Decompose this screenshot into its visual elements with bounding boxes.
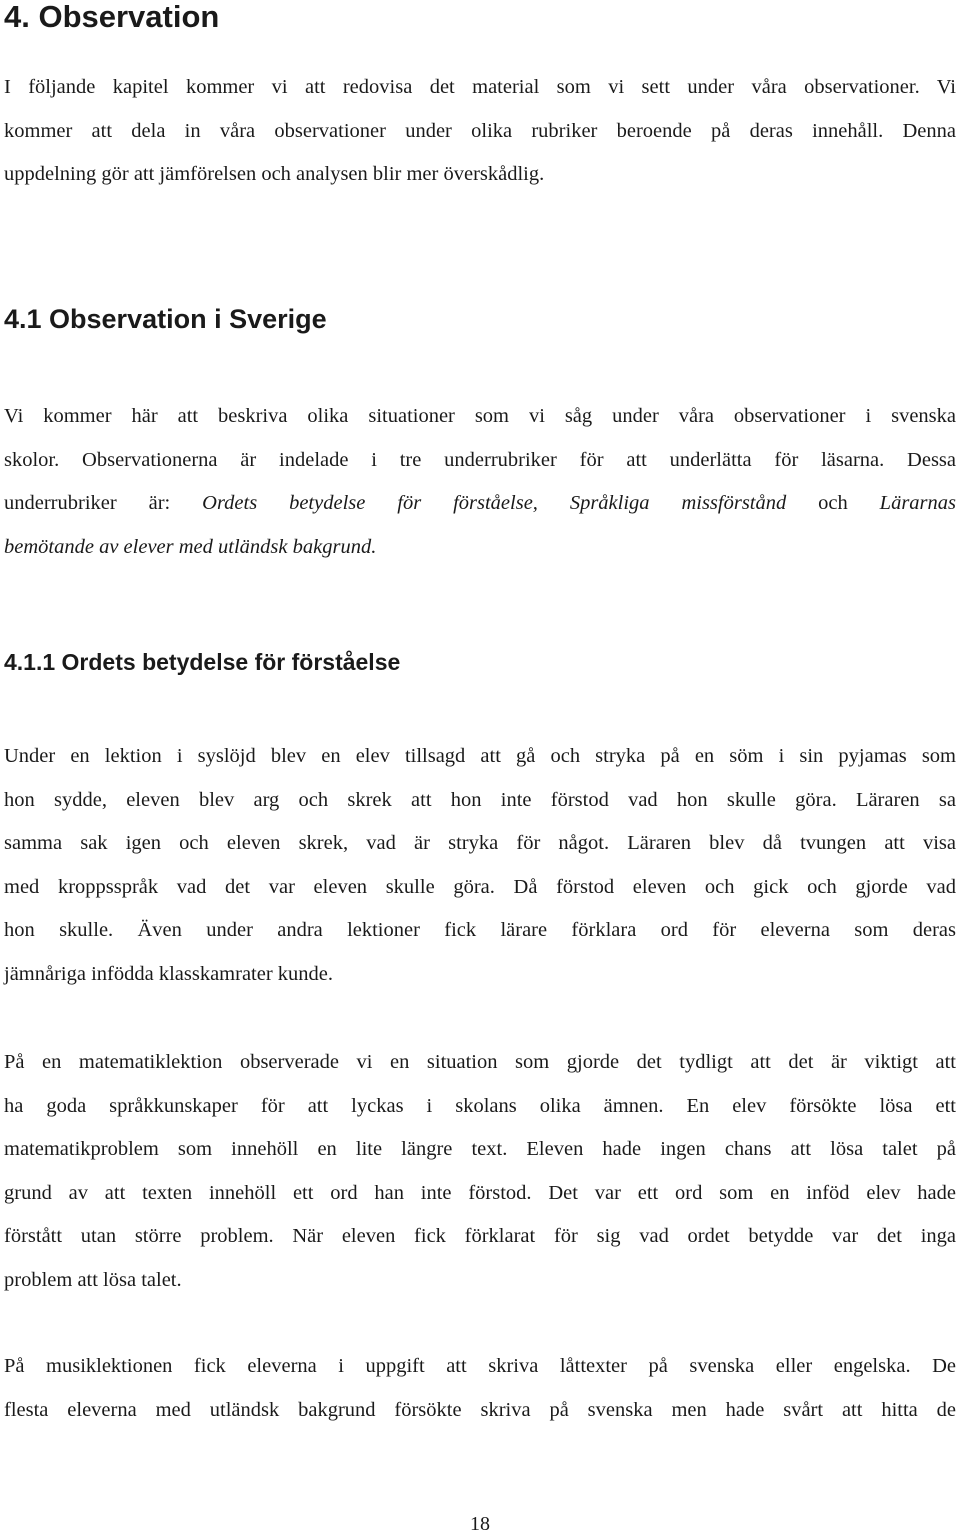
section-heading-4-1: 4.1 Observation i Sverige bbox=[4, 304, 327, 334]
paragraph-line: hon skulle. Även under andra lektioner fick lärare förklara ord för eleverna som deras bbox=[4, 919, 956, 942]
paragraph-line: samma sak igen och eleven skrek, vad är stryka för något. Läraren blev då tvungen att visa bbox=[4, 832, 956, 855]
paragraph-line: problem att lösa talet. bbox=[4, 1268, 182, 1291]
paragraph-matematik bbox=[4, 1041, 956, 1303]
page-number: 18 bbox=[470, 1513, 490, 1535]
paragraph-line: jämnåriga infödda klasskamrater kunde. bbox=[4, 962, 334, 985]
paragraph-line: med kroppsspråk vad det var eleven skulle göra. Då förstod eleven och gick och gjorde vad bbox=[4, 875, 956, 898]
section-heading-4-1-1: 4.1.1 Ordets betydelse för förståelse bbox=[4, 649, 401, 675]
paragraph-line: flesta eleverna med utländsk bakgrund försökte skriva på svenska men hade svårt att hitta de bbox=[4, 1398, 956, 1421]
intro-paragraph bbox=[4, 66, 956, 197]
chapter-heading: 4. Observation bbox=[4, 0, 220, 34]
paragraph-line: grund av att texten innehöll ett ord han inte förstod. Det var ett ord som en inföd elev hade bbox=[4, 1181, 956, 1204]
section-4-1-paragraph bbox=[4, 395, 956, 569]
text-run: underrubriker är: bbox=[4, 492, 171, 515]
paragraph-line: ha goda språkkunskaper för att lyckas i skolans olika ämnen. En elev försökte lösa ett bbox=[4, 1094, 956, 1117]
italic-subheading-name: bemötande av elever med utländsk bakgrund. bbox=[4, 535, 377, 558]
italic-subheading-name: Lärarnas bbox=[879, 492, 957, 515]
intro-line: I följande kapitel kommer vi att redovisa det material som vi sett under våra observationer. Vi bbox=[4, 76, 956, 98]
paragraph-line: skolor. Observationerna är indelade i tre underrubriker för att underlätta för läsarna. Dessa bbox=[4, 448, 956, 471]
paragraph-line: Under en lektion i syslöjd blev en elev tillsagd att gå och stryka på en söm i sin pyjamas som bbox=[4, 745, 956, 767]
paragraph-musik bbox=[4, 1345, 956, 1432]
paragraph-line: hon sydde, eleven blev arg och skrek att hon inte förstod vad hon skulle göra. Läraren sa bbox=[4, 788, 956, 811]
paragraph-line: På en matematiklektion observerade vi en situation som gjorde det tydligt att det är viktigt att bbox=[4, 1051, 956, 1073]
paragraph-line bbox=[4, 482, 956, 526]
italic-subheading-names: Ordets betydelse för förståelse, Språkliga missförstånd bbox=[202, 492, 787, 515]
paragraph-line: matematikproblem som innehöll en lite längre text. Eleven hade ingen chans att lösa talet på bbox=[4, 1138, 956, 1161]
paragraph-line: förstått utan större problem. När eleven fick förklarat för sig vad ordet betydde var det inga bbox=[4, 1225, 956, 1248]
intro-line: kommer att dela in våra observationer under olika rubriker beroende på deras innehåll. Denna bbox=[4, 119, 956, 142]
paragraph-line: På musiklektionen fick eleverna i uppgift att skriva låttexter på svenska eller engelska. De bbox=[4, 1355, 956, 1377]
paragraph-line bbox=[4, 526, 956, 570]
text-run: och bbox=[818, 492, 848, 515]
paragraph-syslojd bbox=[4, 735, 956, 997]
intro-line: uppdelning gör att jämförelsen och analysen blir mer överskådlig. bbox=[4, 163, 545, 186]
paragraph-line: Vi kommer här att beskriva olika situationer som vi såg under våra observationer i svenska bbox=[4, 405, 956, 427]
